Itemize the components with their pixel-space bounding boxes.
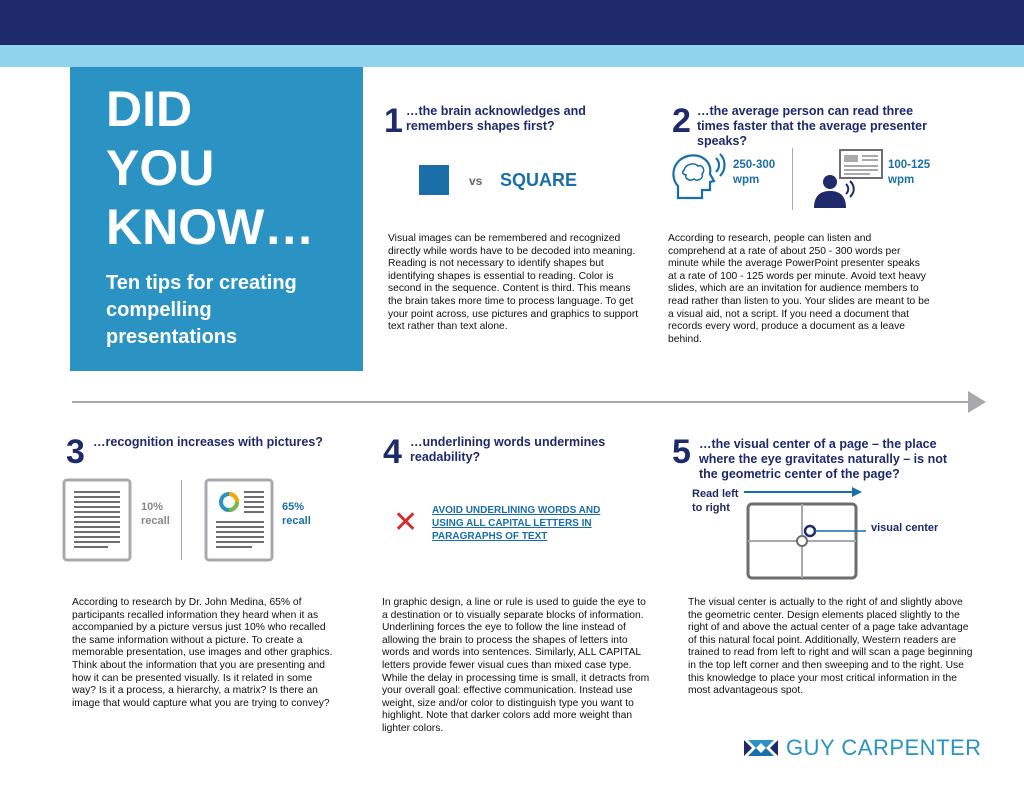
text-recall-label: 10% recall [141, 501, 170, 527]
tip-5-body: The visual center is actually to the right of and slightly above the geometric center. Design elements placed slightly to the right of and above the actual center of a page take advantage of this natural focal point. Additionally, Western readers are trained to read from left to right and will scan a page beginning in the top left corner and then sweeping and to the right. Use this knowledge to place your most critical information in the most advantageous spot. [688, 597, 973, 697]
brand-name: GUY CARPENTER [786, 735, 982, 760]
vs-label: vs [469, 174, 483, 188]
tip-1-body: Visual images can be remembered and recognized directly while words have to be decoded into meaning. Reading is not necessary to identify shapes but identifying shapes is essential to reading. Color is second in the sequence. Content is third. This means the brain takes more time to process language. To get your point across, use pictures and graphics to support text rather than text alone. [388, 233, 639, 333]
read-rate-label: 250-300 wpm [733, 159, 776, 186]
tip-1-number: 1 [384, 102, 403, 140]
square-shape [419, 165, 449, 195]
underline-example: AVOID UNDERLINING WORDS AND USING ALL CAPITAL LETTERS IN PARAGRAPHS OF TEXT [432, 505, 601, 542]
visual-center-label: visual center [871, 522, 939, 534]
section-divider [72, 401, 970, 403]
tip-5-number: 5 [672, 433, 691, 471]
guy-carpenter-logo-icon [744, 738, 778, 758]
arrow-right-icon [968, 391, 986, 413]
tip-3-body: According to research by Dr. John Medina, 65% of participants recalled information they heard when it as accompanied by a picture versus just 10% who recalled the same information without a picture. To create a memorable presentation, use images and other graphics. Think about the information that you are presenting and how it can be presented visually. Is it related in some way? Is it a process, a hierarchy, a matrix? Is there an image that would capture what you are trying to convey? [72, 597, 333, 709]
presenter-icon [808, 148, 886, 210]
tip-3-heading: …recognition increases with pictures? [93, 435, 323, 449]
tip-4-number: 4 [383, 433, 402, 471]
tip-2-divider [792, 148, 793, 210]
visual-center-diagram [742, 484, 866, 584]
tip-1-heading: …the brain acknowledges and remembers shapes first? [406, 104, 586, 133]
speak-rate-label: 100-125 wpm [888, 159, 931, 186]
tip-3-divider [181, 480, 182, 560]
picture-recall-label: 65% recall [282, 501, 311, 527]
read-direction-label: Read left to right [692, 488, 739, 514]
header-band-navy [0, 0, 1024, 45]
x-mark-icon: ✕ [393, 506, 419, 539]
hero-subtitle: Ten tips for creating compelling presentations [106, 272, 297, 348]
tip-5-heading: …the visual center of a page – the place where the eye gravitates naturally – is not the geometric center of the page? [699, 437, 948, 481]
tip-2-heading: …the average person can read three times faster that the average presenter speaks? [697, 104, 927, 148]
hero-title: DID YOU KNOW… [106, 81, 315, 255]
header-band-light [0, 45, 1024, 67]
tip-2-number: 2 [672, 102, 691, 140]
tip-4-heading: …underlining words undermines readability? [410, 435, 606, 464]
head-brain-icon [668, 148, 728, 208]
tip-2-body: According to research, people can listen and comprehend at a rate of about 250 - 300 words per minute while the average PowerPoint presenter speaks at a rate of 100 - 125 words per minute. Avoid text heavy slides, which are an invitation for audience members to read rather than listen to you. Your slides are meant to be a visual aid, not a script. If you need a document that records every word, produce a document as a leave behind. [668, 233, 930, 345]
tip-3-number: 3 [66, 433, 85, 471]
tip-4-body: In graphic design, a line or rule is used to guide the eye to a destination or to visually separate blocks of information. Underlining forces the eye to follow the line instead of allowing the brain to process the shapes of letters into words and words into sentences. Similarly, ALL CAPITAL letters provide fewer visual cues than mixed case type. While the delay in processing time is small, it detracts from your overall goal: effective communication. Instead use weight, size and/or color to distinguish type you want to highlight. Note that darker colors add more weight than lighter colors. [382, 597, 650, 734]
text-page-icon [62, 478, 134, 564]
picture-page-icon [204, 478, 276, 564]
square-word: SQUARE [500, 170, 578, 190]
